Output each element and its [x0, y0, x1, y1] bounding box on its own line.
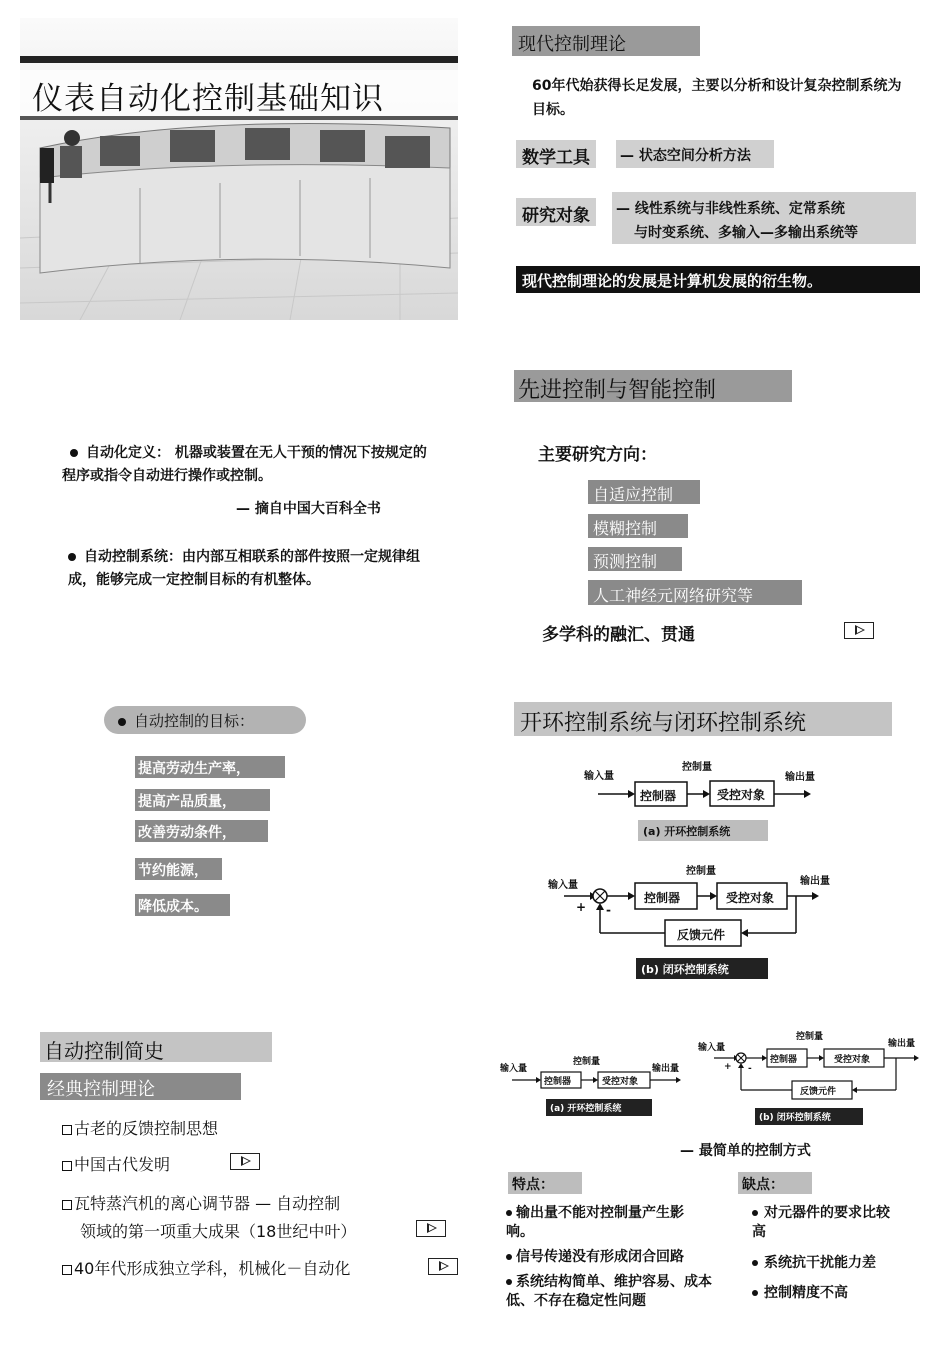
small-caption-a: (a) 开环控制系统	[550, 1104, 622, 1114]
goal-item-4: 节约能源，	[138, 863, 208, 879]
bullet-icon	[752, 1290, 758, 1296]
goal-label: 自动控制的目标：	[118, 710, 254, 731]
cons-label: 缺点：	[742, 1177, 784, 1193]
title-bar-top	[20, 56, 458, 63]
closed-plant-block: 受控对象	[726, 891, 775, 905]
small-closed-output: 输出量	[888, 1039, 916, 1049]
slide4-footer: 多学科的融汇、贯通	[542, 625, 695, 645]
control-room-photo	[20, 18, 458, 320]
goal-item-5: 降低成本。	[138, 899, 208, 915]
closed-input-label: 输入量	[548, 880, 578, 891]
history-item-4: 40年代形成独立学科，机械化－自动化	[62, 1256, 350, 1279]
cons-item-3: 控制精度不高	[752, 1284, 912, 1303]
goal-item-2: 提高产品质量，	[138, 794, 236, 810]
slide2-banner-text: 现代控制理论的发展是计算机发展的衍生物。	[522, 272, 823, 290]
slide7-header-text: 自动控制简史	[44, 1039, 164, 1063]
closed-loop-diagram	[544, 858, 844, 958]
small-closed-plus: +	[724, 1062, 732, 1072]
bullet-icon	[118, 718, 126, 726]
slide2-header-text: 现代控制理论	[518, 34, 626, 55]
slide4-subtitle: 主要研究方向：	[538, 445, 657, 465]
checkbox-bullet-icon	[62, 1125, 72, 1135]
small-open-output: 输出量	[652, 1064, 680, 1074]
bullet-icon	[70, 449, 78, 457]
simplest-method: — 最简单的控制方式	[680, 1143, 811, 1159]
slide6-header-text: 开环控制系统与闭环控制系统	[520, 711, 807, 736]
small-open-input: 输入量	[500, 1064, 528, 1074]
open-controller-block: 控制器	[640, 789, 677, 803]
closed-feedback-block: 反馈元件	[677, 928, 726, 942]
slide2-intro: 60年代始获得长足发展，主要以分析和设计复杂控制系统为目标。	[532, 78, 902, 118]
history-item-2: 中国古代发明	[62, 1152, 170, 1175]
cons-item-1: 对元器件的要求比较高	[752, 1205, 890, 1240]
goal-item-1: 提高劳动生产率，	[138, 761, 250, 777]
play-button-watt[interactable]	[416, 1220, 446, 1237]
closed-control-qty-label: 控制量	[686, 866, 716, 877]
obj-text-1: — 线性系统与非线性系统、定常系统	[616, 201, 845, 217]
small-open-plant: 受控对象	[602, 1077, 639, 1087]
closed-plus-sign: +	[576, 900, 587, 914]
research-item-3-text: 预测控制	[593, 552, 658, 571]
history-item-3: 瓦特蒸汽机的离心调节器 — 自动控制	[62, 1191, 340, 1214]
small-closed-feedback: 反馈元件	[800, 1087, 837, 1097]
automation-definition: 自动化定义： 机器或装置在无人干预的情况下按规定的程序或指令自动进行操作或控制。	[62, 445, 427, 484]
control-system-definition: 自动控制系统：由内部互相联系的部件按照一定规律组成，能够完成一定控制目标的有机整体。	[68, 549, 420, 588]
open-output-label: 输出量	[785, 772, 815, 783]
bullet-icon	[506, 1210, 512, 1216]
small-closed-loop-diagram	[696, 1028, 936, 1108]
research-item-4-text: 人工神经元网络研究等	[593, 586, 754, 605]
pros-item-1: 输出量不能对控制量产生影响。	[506, 1205, 684, 1240]
caption-a: (a) 开环控制系统	[643, 825, 731, 838]
checkbox-bullet-icon	[62, 1161, 72, 1171]
small-closed-minus: -	[748, 1064, 752, 1074]
pros-label: 特点：	[512, 1177, 554, 1193]
pros-item-3: 系统结构简单、维护容易、成本低、不存在稳定性问题	[506, 1274, 712, 1309]
small-open-controller: 控制器	[544, 1077, 572, 1087]
open-input-label: 输入量	[584, 771, 614, 782]
play-button-ancient[interactable]	[230, 1153, 260, 1170]
play-button-slide4[interactable]	[844, 622, 874, 639]
small-closed-input: 输入量	[698, 1043, 726, 1053]
bullet-icon	[752, 1260, 758, 1266]
cons-item-2: 系统抗干扰能力差	[752, 1254, 912, 1273]
pros-item-2: 信号传递没有形成闭合回路	[506, 1248, 726, 1267]
obj-label: 研究对象	[522, 206, 590, 226]
open-plant-block: 受控对象	[717, 788, 766, 802]
slide4-header-text: 先进控制与智能控制	[518, 378, 717, 403]
small-closed-plant: 受控对象	[834, 1055, 871, 1065]
definition-source: — 摘自中国大百科全书	[236, 501, 381, 517]
slide-title-photo	[20, 18, 458, 320]
research-item-2-text: 模糊控制	[593, 519, 658, 538]
bullet-icon	[506, 1254, 512, 1260]
bullet-icon	[752, 1210, 758, 1216]
small-closed-control-qty: 控制量	[796, 1032, 824, 1042]
open-control-qty-label: 控制量	[682, 762, 712, 773]
obj-text-2: 与时变系统、多输入—多输出系统等	[634, 225, 858, 241]
history-item-1: 古老的反馈控制思想	[62, 1116, 218, 1139]
small-caption-b: (b) 闭环控制系统	[759, 1113, 831, 1123]
slide1-title: 仪表自动化控制基础知识	[32, 81, 384, 117]
math-text: — 状态空间分析方法	[620, 148, 751, 164]
research-item-1-text: 自适应控制	[593, 485, 674, 504]
closed-controller-block: 控制器	[644, 891, 681, 905]
checkbox-bullet-icon	[62, 1265, 72, 1275]
bullet-icon	[506, 1279, 512, 1285]
math-label: 数学工具	[522, 148, 590, 168]
bullet-icon	[68, 553, 76, 561]
closed-minus-sign: -	[606, 903, 611, 917]
play-button-1940s[interactable]	[428, 1258, 458, 1275]
caption-b: (b) 闭环控制系统	[641, 963, 729, 976]
slide7-sub-text: 经典控制理论	[47, 1079, 155, 1100]
closed-output-label: 输出量	[800, 876, 830, 887]
small-open-control-qty: 控制量	[573, 1057, 601, 1067]
history-item-3-cont: 领域的第一项重大成果（18世纪中叶）	[80, 1222, 357, 1241]
checkbox-bullet-icon	[62, 1200, 72, 1210]
small-closed-controller: 控制器	[770, 1055, 798, 1065]
goal-item-3: 改善劳动条件，	[138, 825, 236, 841]
